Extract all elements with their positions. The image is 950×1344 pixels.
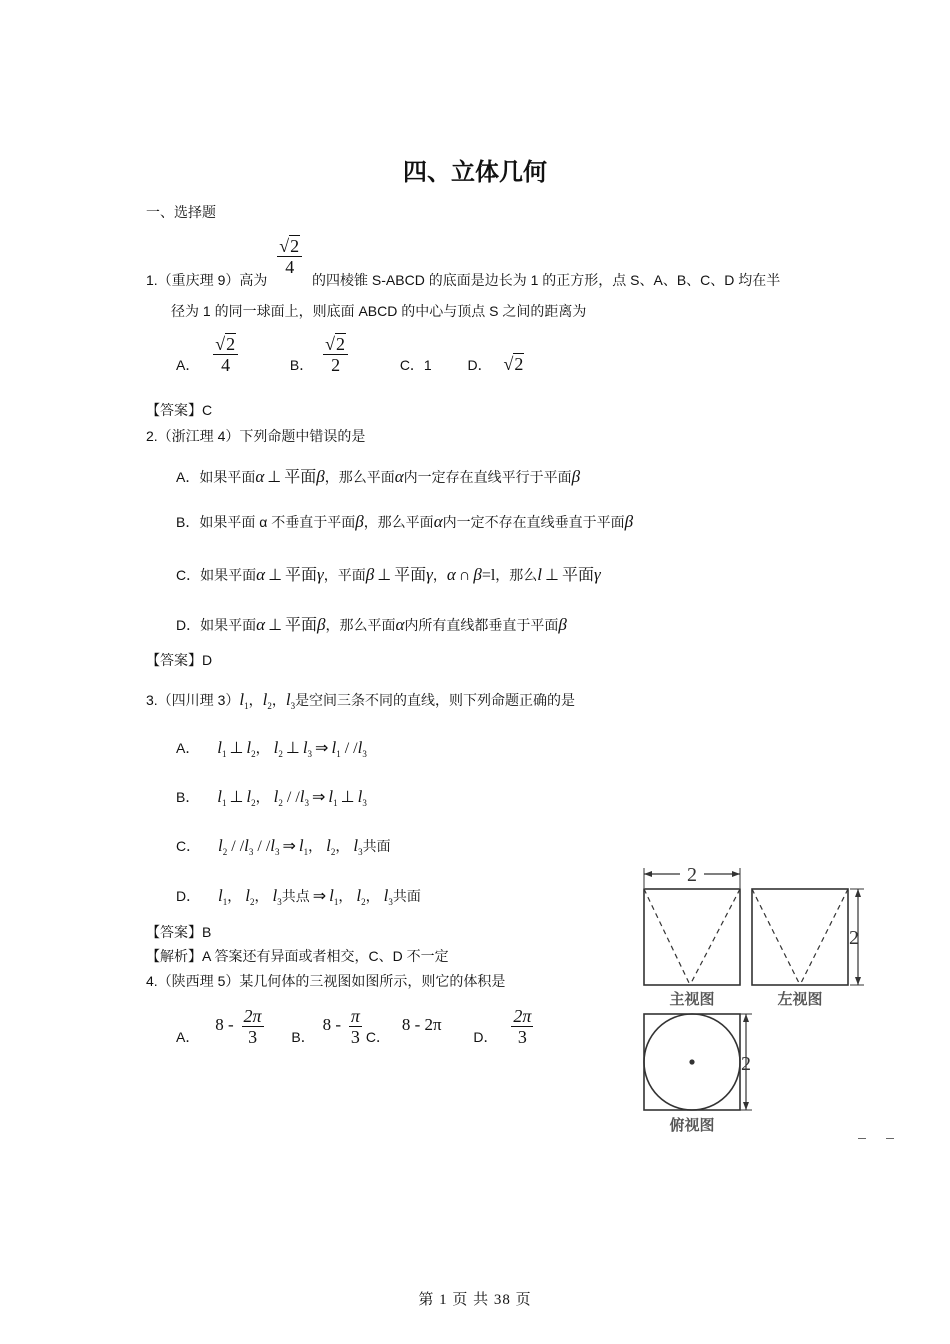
- q3-analysis: 【解析】A 答案还有异面或者相交，C、D 不一定: [146, 948, 449, 964]
- q1-option-b-label: B．: [289, 357, 314, 373]
- q4-option-d-label: D．: [473, 1029, 498, 1045]
- q1-options: [176, 334, 524, 375]
- q1-option-b-value: $\frac{√2}{2}$: [323, 334, 348, 375]
- q1-option-c: C．1: [399, 357, 432, 373]
- q4-option-b-fraction: $\frac{\pi}{3}$: [350, 1006, 360, 1047]
- q2-option-c: C．如果平面α ⊥ 平面γ，平面β ⊥ 平面γ，α ∩ β=l，那么l ⊥ 平面γ: [176, 565, 601, 584]
- q1-post: 的四棱锥 S-ABCD 的底面是边长为 1 的正方形，点 S、A、B、C、D 均在半: [312, 272, 781, 288]
- front-view-label: 主视图: [669, 990, 715, 1008]
- q2-option-a: A．如果平面α ⊥ 平面β，那么平面α内一定存在直线平行于平面β: [176, 467, 581, 486]
- front-dimension-label: 2: [687, 864, 697, 886]
- q3-stem: 3.（四川理 $3)l_1$，$l_2$，$l_3$是空间三条不同的直线，则下列命题正确的是: [146, 690, 576, 711]
- q4-options: [176, 1006, 533, 1047]
- section-heading: 一、选择题: [146, 204, 216, 220]
- q3-answer: 【答案】B: [146, 924, 212, 940]
- q4-option-a-prefix: 8 -: [215, 1015, 234, 1035]
- q1-option-a-value: $\frac{√2}{4}$: [213, 334, 238, 375]
- q4-option-b-prefix: 8 -: [322, 1015, 342, 1035]
- left-view-label: 左视图: [777, 990, 823, 1008]
- q1-option-a-label: A．: [176, 357, 200, 373]
- left-dimension-label: 2: [849, 927, 859, 949]
- top-dimension-label: 2: [741, 1053, 751, 1075]
- q1-option-d-label: D．: [467, 357, 492, 373]
- q4-option-a-fraction: $\frac{2\pi}{3}$: [243, 1006, 262, 1047]
- page-footer: 第 1 页 共 38 页: [418, 1292, 532, 1308]
- q2-option-d: D．如果平面α ⊥ 平面β，那么平面α内所有直线都垂直于平面β: [176, 615, 567, 634]
- q3-option-a: A． $l_1$ ⊥ $l_2$， $l_2$ ⊥ $l_3$ ⇒ $l_1 / /l_3$: [176, 738, 367, 759]
- q1-line2: 径为 1 的同一球面上，则底面 ABCD 的中心与顶点 S 之间的距离为: [171, 303, 587, 319]
- left-view-square: [752, 889, 848, 985]
- q1-stem: [146, 236, 780, 290]
- q4-stem: 4.（陕西理 5）某几何体的三视图如图所示，则它的体积是: [146, 973, 506, 989]
- top-view-label: 俯视图: [669, 1116, 715, 1134]
- q4-option-a-label: A．: [176, 1029, 200, 1045]
- q1-option-d-value: √2: [503, 354, 524, 374]
- decorative-dash-1: [858, 1138, 866, 1139]
- decorative-dash-2: [886, 1138, 894, 1139]
- q3-option-c: C． $l_2 / /l_3 / /l_3$ ⇒ $l_1$， $l_2$， $l_3$共面: [176, 836, 391, 857]
- q1-height-fraction: $\frac{√2}{4}$: [277, 236, 302, 277]
- q3-option-b: B． $l_1$ ⊥ $l_2$， $l_2 / /l_3$ ⇒ $l_1$ ⊥ $l_3$: [176, 787, 367, 808]
- q4-option-b-label: B．: [291, 1029, 315, 1045]
- q3-option-d: D． $l_1$， $l_2$， $l_3$共点 ⇒ $l_1$， $l_2$， $l_3$共面: [176, 886, 421, 907]
- top-view-center-dot: [689, 1059, 694, 1064]
- front-view-square: [644, 889, 740, 985]
- q4-option-d-fraction: $\frac{2\pi}{3}$: [513, 1006, 532, 1047]
- page-title: 四、立体几何: [403, 158, 547, 186]
- q2-answer: 【答案】D: [146, 652, 213, 668]
- q1-answer: 【答案】C: [146, 402, 213, 418]
- q2-stem: 2.（浙江理 4）下列命题中错误的是: [146, 428, 366, 444]
- q1-pre: 1.（重庆理 9）高为: [146, 272, 268, 288]
- q2-option-b: B．如果平面 α 不垂直于平面β，那么平面α内一定不存在直线垂直于平面β: [176, 512, 634, 531]
- three-view-figure: [636, 862, 876, 1140]
- q4-option-c-value: 8 - 2π: [401, 1015, 442, 1035]
- q4-option-c-label: C．: [365, 1029, 390, 1045]
